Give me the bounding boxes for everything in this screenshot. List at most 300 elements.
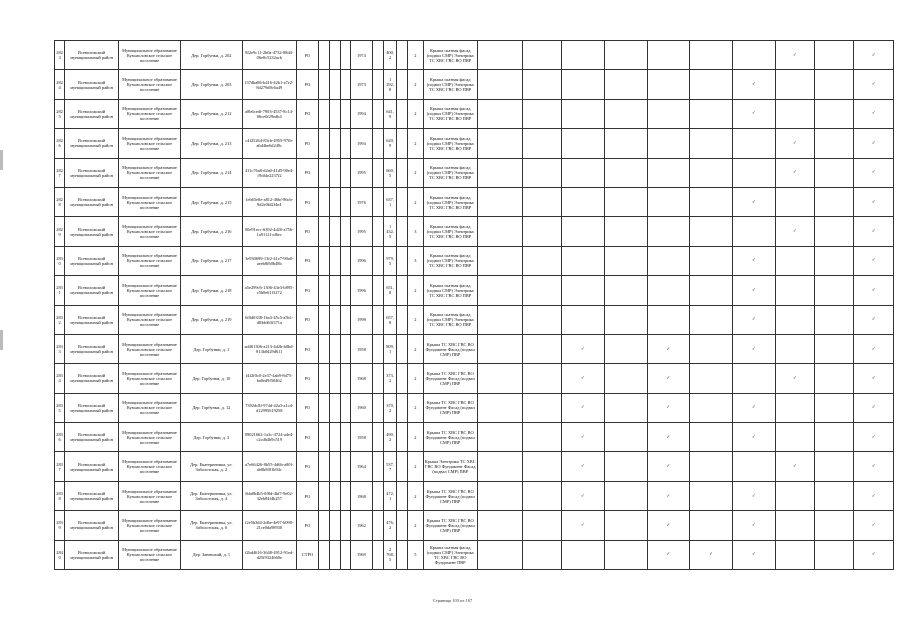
check-cell	[604, 129, 647, 158]
owner-cell: Муниципальное образование Кузьмоловское сельское поселение	[119, 217, 181, 246]
blank-cell	[477, 305, 522, 334]
year-cell: 1996	[350, 276, 372, 305]
table-row	[55, 187, 894, 216]
check-cell	[690, 540, 733, 569]
blank-cell	[373, 70, 384, 99]
check-cell	[604, 305, 647, 334]
blank-cell	[396, 217, 407, 246]
area-cell: 641,9	[384, 99, 396, 128]
area-cell: 1 432,5	[384, 217, 396, 246]
check-cell	[522, 481, 561, 510]
checkmark-icon: ✓	[751, 346, 756, 352]
scan-edge-bottom	[0, 330, 3, 350]
check-cell	[690, 393, 733, 422]
works-cell: Крыша ТС ХВС ГВС ВО Фундамент Фасад (подвал СМР) ПВР	[423, 364, 477, 393]
check-cell	[522, 305, 561, 334]
area-cell: 809,1	[384, 334, 396, 363]
blank-cell	[340, 70, 350, 99]
blank-cell	[477, 246, 522, 275]
check-cell	[732, 41, 775, 70]
code-cell: f2e5b3d4-2d6e-4e97-b090-21ce0da98930	[242, 511, 296, 540]
checkmark-icon: ✓	[666, 493, 671, 499]
check-cell	[562, 452, 605, 481]
check-cell	[854, 187, 894, 216]
blank-cell	[319, 481, 330, 510]
floors-cell: 2	[407, 70, 423, 99]
check-cell	[854, 246, 894, 275]
blank-cell	[330, 217, 340, 246]
row-number: 2835	[55, 393, 65, 422]
district-cell: Всеволожский муниципальный район	[65, 70, 119, 99]
check-cell	[775, 481, 814, 510]
blank-cell	[319, 129, 330, 158]
wall-type-cell: РО	[296, 393, 318, 422]
wall-type-cell: РО	[296, 452, 318, 481]
wall-type-cell: РО	[296, 334, 318, 363]
code-cell: 7392dc8f-974d-42a3-a1cd-d12995619258	[242, 393, 296, 422]
check-cell	[562, 423, 605, 452]
year-cell: 1962	[350, 511, 372, 540]
blank-cell	[330, 423, 340, 452]
works-cell: Крыша ТС ХВС ГВС ВО Фундамент Фасад (подвал СМР) ПВР	[423, 481, 477, 510]
code-cell: 6f0d0338-1ba3-45c5-a5b1-d83dd63f371a	[242, 305, 296, 334]
address-cell: Дер. Горбунки, д. 214	[180, 158, 242, 187]
check-cell	[815, 158, 854, 187]
check-cell	[604, 217, 647, 246]
blank-cell	[340, 187, 350, 216]
blank-cell	[319, 540, 330, 569]
blank-cell	[330, 481, 340, 510]
floors-cell: 2	[407, 158, 423, 187]
check-cell	[815, 334, 854, 363]
works-cell: Крыша ТС ХВС ГВС ВО Фундамент Фасад (подвал СМР) ПВР	[423, 511, 477, 540]
works-cell: Крыша Электрика ТС ХВС ГВС ВО Фундамент Фасад (подвал СМР) ПВР	[423, 452, 477, 481]
check-cell	[732, 276, 775, 305]
check-cell	[522, 540, 561, 569]
blank-cell	[396, 334, 407, 363]
check-cell	[690, 423, 733, 452]
blank-cell	[340, 481, 350, 510]
check-cell	[562, 129, 605, 158]
row-number: 2831	[55, 276, 65, 305]
check-cell	[562, 364, 605, 393]
wall-type-cell: РО	[296, 99, 318, 128]
check-cell	[522, 187, 561, 216]
check-cell	[775, 393, 814, 422]
blank-cell	[396, 41, 407, 70]
address-cell: Дер. Екатериновка, ул. Заболотская, д. 4	[180, 481, 242, 510]
blank-cell	[477, 511, 522, 540]
table-row	[55, 99, 894, 128]
check-cell	[732, 393, 775, 422]
check-cell	[522, 511, 561, 540]
table-row	[55, 511, 894, 540]
works-cell: Крыша скатная фасад (подвал СМР) Электрика ТС ХВС ГВС ВО ПВР	[423, 99, 477, 128]
area-cell: 657,8	[384, 305, 396, 334]
area-cell: 1 292,8	[384, 70, 396, 99]
blank-cell	[330, 276, 340, 305]
checkmark-icon: ✓	[581, 434, 585, 440]
year-cell: 1969	[350, 540, 372, 569]
district-cell: Всеволожский муниципальный район	[65, 540, 119, 569]
check-cell	[690, 246, 733, 275]
owner-cell: Муниципальное образование Кузьмоловское сельское поселение	[119, 41, 181, 70]
check-cell	[854, 41, 894, 70]
blank-cell	[373, 540, 384, 569]
checkmark-icon: ✓	[751, 287, 756, 293]
address-cell: Дер. Горбунки, д. 218	[180, 276, 242, 305]
area-cell: 620,9	[384, 129, 396, 158]
blank-cell	[396, 423, 407, 452]
check-cell	[854, 217, 894, 246]
table-row	[55, 246, 894, 275]
checkmark-icon: ✓	[871, 346, 876, 352]
blank-cell	[477, 187, 522, 216]
check-cell	[775, 158, 814, 187]
year-cell: 1958	[350, 423, 372, 452]
blank-cell	[340, 452, 350, 481]
code-cell: f37dba86-b416-42b1-a7e2-8d279d8c6a49	[242, 70, 296, 99]
check-cell	[815, 217, 854, 246]
checkmark-icon: ✓	[751, 405, 756, 411]
check-cell	[690, 276, 733, 305]
row-number: 2829	[55, 217, 65, 246]
year-cell: 1995	[350, 217, 372, 246]
check-cell	[647, 276, 690, 305]
check-cell	[775, 129, 814, 158]
blank-cell	[477, 423, 522, 452]
code-cell: c4f25264-83cb-4955-97fb-a6d4be6d249c	[242, 129, 296, 158]
wall-type-cell: РО	[296, 217, 318, 246]
check-cell	[562, 511, 605, 540]
check-cell	[690, 129, 733, 158]
table-row	[55, 129, 894, 158]
blank-cell	[340, 217, 350, 246]
check-cell	[775, 276, 814, 305]
area-cell: 537,7	[384, 452, 396, 481]
check-cell	[854, 99, 894, 128]
year-cell: 1976	[350, 187, 372, 216]
area-cell: 651,8	[384, 276, 396, 305]
check-cell	[647, 452, 690, 481]
checkmark-icon: ✓	[871, 199, 876, 205]
checkmark-icon: ✓	[751, 258, 756, 264]
check-cell	[732, 99, 775, 128]
blank-cell	[319, 364, 330, 393]
year-cell: 1994	[350, 129, 372, 158]
district-cell: Всеволожский муниципальный район	[65, 481, 119, 510]
checkmark-icon: ✓	[871, 375, 876, 381]
blank-cell	[373, 158, 384, 187]
table-row	[55, 481, 894, 510]
blank-cell	[477, 129, 522, 158]
checkmark-icon: ✓	[793, 229, 797, 235]
check-cell	[604, 393, 647, 422]
owner-cell: Муниципальное образование Кузьмоловское сельское поселение	[119, 452, 181, 481]
owner-cell: Муниципальное образование Кузьмоловское сельское поселение	[119, 511, 181, 540]
blank-cell	[319, 305, 330, 334]
blank-cell	[373, 423, 384, 452]
owner-cell: Муниципальное образование Кузьмоловское сельское поселение	[119, 334, 181, 363]
area-cell: 370,2	[384, 393, 396, 422]
checkmark-icon: ✓	[751, 199, 756, 205]
works-cell: Крыша скатная фасад (подвал СМР) Электрика ТС ХВС ГВС ВО Фундамент ПВР	[423, 540, 477, 569]
check-cell	[732, 511, 775, 540]
checkmark-icon: ✓	[666, 405, 671, 411]
blank-cell	[396, 540, 407, 569]
blank-cell	[396, 99, 407, 128]
works-cell: Крыша скатная фасад (подвал СМР) Электрика ТС ХВС ГВС ВО ПВР	[423, 187, 477, 216]
checkmark-icon: ✓	[751, 522, 756, 528]
blank-cell	[340, 511, 350, 540]
table-row	[55, 540, 894, 569]
check-cell	[815, 364, 854, 393]
floors-cell: 2	[407, 452, 423, 481]
district-cell: Всеволожский муниципальный район	[65, 511, 119, 540]
code-cell: a7e66426-8b55-4d6b-a80f-ab0b8f81b94c	[242, 452, 296, 481]
year-cell: 1974	[350, 41, 372, 70]
blank-cell	[396, 129, 407, 158]
blank-cell	[477, 393, 522, 422]
page-footer: Страница 103 из 167	[432, 598, 473, 603]
address-cell: Дер. Заневский, д. 1	[180, 540, 242, 569]
works-cell: Крыша скатная фасад (подвал СМР) Электрика ТС ХВС ГВС ВО ПВР	[423, 129, 477, 158]
checkmark-icon: ✓	[751, 317, 756, 323]
works-cell: Крыша скатная фасад (подвал СМР) Электрика ТС ХВС ГВС ВО ПВР	[423, 246, 477, 275]
blank-cell	[330, 129, 340, 158]
blank-cell	[373, 452, 384, 481]
check-cell	[522, 99, 561, 128]
blank-cell	[340, 540, 350, 569]
blank-cell	[330, 305, 340, 334]
address-cell: Дер. Горбунки, д. 213	[180, 129, 242, 158]
check-cell	[775, 246, 814, 275]
check-cell	[732, 423, 775, 452]
blank-cell	[319, 393, 330, 422]
district-cell: Всеволожский муниципальный район	[65, 305, 119, 334]
area-cell: 637,1	[384, 187, 396, 216]
check-cell	[815, 41, 854, 70]
check-cell	[604, 41, 647, 70]
blank-cell	[373, 129, 384, 158]
code-cell: 8da8b4b5-0f8d-4bf7-9e02-32eb84f4b257	[242, 481, 296, 510]
check-cell	[562, 276, 605, 305]
table-row	[55, 41, 894, 70]
row-number: 2824	[55, 70, 65, 99]
check-cell	[775, 187, 814, 216]
blank-cell	[319, 217, 330, 246]
checkmark-icon: ✓	[581, 405, 585, 411]
blank-cell	[396, 158, 407, 187]
check-cell	[815, 452, 854, 481]
blank-cell	[477, 364, 522, 393]
check-cell	[647, 393, 690, 422]
check-cell	[562, 305, 605, 334]
checkmark-icon: ✓	[871, 317, 876, 323]
check-cell	[647, 41, 690, 70]
wall-type-cell: РО	[296, 276, 318, 305]
check-cell	[815, 305, 854, 334]
check-cell	[775, 305, 814, 334]
check-cell	[604, 158, 647, 187]
blank-cell	[330, 158, 340, 187]
row-number: 2828	[55, 187, 65, 216]
district-cell: Всеволожский муниципальный район	[65, 423, 119, 452]
check-cell	[690, 217, 733, 246]
check-cell	[690, 187, 733, 216]
district-cell: Всеволожский муниципальный район	[65, 276, 119, 305]
blank-cell	[477, 452, 522, 481]
blank-cell	[373, 511, 384, 540]
check-cell	[732, 481, 775, 510]
check-cell	[690, 334, 733, 363]
blank-cell	[319, 246, 330, 275]
wall-type-cell: РО	[296, 129, 318, 158]
works-cell: Крыша скатная фасад (подвал СМР) Электрика ТС ХВС ГВС ВО ПВР	[423, 158, 477, 187]
housing-program-table	[54, 40, 894, 570]
address-cell: Дер. Горбунки, д. 203	[180, 70, 242, 99]
check-cell	[604, 481, 647, 510]
check-cell	[732, 129, 775, 158]
table-row	[55, 217, 894, 246]
check-cell	[854, 276, 894, 305]
area-cell: 400,2	[384, 41, 396, 70]
row-number: 2840	[55, 540, 65, 569]
row-number: 2833	[55, 334, 65, 363]
check-cell	[732, 364, 775, 393]
check-cell	[604, 187, 647, 216]
check-cell	[775, 452, 814, 481]
floors-cell: 2	[407, 364, 423, 393]
check-cell	[604, 452, 647, 481]
owner-cell: Муниципальное образование Кузьмоловское сельское поселение	[119, 540, 181, 569]
check-cell	[732, 334, 775, 363]
check-cell	[815, 393, 854, 422]
blank-cell	[340, 423, 350, 452]
blank-cell	[477, 540, 522, 569]
checkmark-icon: ✓	[871, 258, 876, 264]
table-row	[55, 334, 894, 363]
district-cell: Всеволожский муниципальный район	[65, 364, 119, 393]
owner-cell: Муниципальное образование Кузьмоловское сельское поселение	[119, 158, 181, 187]
check-cell	[522, 393, 561, 422]
code-cell: 00e91ecc-6392-4d20-a756-1a91121cd6ec	[242, 217, 296, 246]
blank-cell	[340, 393, 350, 422]
blank-cell	[477, 481, 522, 510]
checkmark-icon: ✓	[666, 434, 671, 440]
check-cell	[775, 99, 814, 128]
blank-cell	[477, 99, 522, 128]
check-cell	[522, 217, 561, 246]
blank-cell	[330, 511, 340, 540]
blank-cell	[396, 393, 407, 422]
blank-cell	[373, 246, 384, 275]
blank-cell	[340, 276, 350, 305]
blank-cell	[396, 481, 407, 510]
check-cell	[562, 99, 605, 128]
check-cell	[690, 481, 733, 510]
blank-cell	[319, 511, 330, 540]
check-cell	[854, 158, 894, 187]
year-cell: 1958	[350, 334, 372, 363]
check-cell	[690, 364, 733, 393]
check-cell	[647, 540, 690, 569]
address-cell: Дер. Екатериновка, ул. Заболотская, д. 6	[180, 511, 242, 540]
check-cell	[647, 305, 690, 334]
blank-cell	[330, 364, 340, 393]
address-cell: Дер. Екатериновка, ул. Заболотская, д. 2	[180, 452, 242, 481]
checkmark-icon: ✓	[751, 493, 756, 499]
check-cell	[854, 452, 894, 481]
checkmark-icon: ✓	[581, 522, 585, 528]
blank-cell	[330, 334, 340, 363]
check-cell	[562, 158, 605, 187]
check-cell	[604, 246, 647, 275]
check-cell	[854, 423, 894, 452]
check-cell	[815, 276, 854, 305]
row-number: 2837	[55, 452, 65, 481]
table-row	[55, 393, 894, 422]
blank-cell	[373, 393, 384, 422]
blank-cell	[319, 158, 330, 187]
works-cell: Крыша скатная фасад (подвал СМР) Электрика ТС ХВС ГВС ВО ПВР	[423, 70, 477, 99]
district-cell: Всеволожский муниципальный район	[65, 393, 119, 422]
blank-cell	[373, 364, 384, 393]
check-cell	[647, 70, 690, 99]
code-cell: 8f2e9c11-2b0a-4732-88d4-06e0c5232acb	[242, 41, 296, 70]
checkmark-icon: ✓	[871, 522, 876, 528]
blank-cell	[319, 41, 330, 70]
check-cell	[647, 511, 690, 540]
check-cell	[690, 99, 733, 128]
check-cell	[815, 540, 854, 569]
blank-cell	[373, 481, 384, 510]
blank-cell	[330, 540, 340, 569]
wall-type-cell: РО	[296, 246, 318, 275]
checkmark-icon: ✓	[793, 140, 797, 146]
district-cell: Всеволожский муниципальный район	[65, 334, 119, 363]
row-number: 2832	[55, 305, 65, 334]
code-cell: 1eb65e0e-a812-46bf-86cb-9d2e0fd2f4e4	[242, 187, 296, 216]
check-cell	[562, 70, 605, 99]
blank-cell	[396, 246, 407, 275]
check-cell	[522, 129, 561, 158]
table-row	[55, 158, 894, 187]
floors-cell: 2	[407, 276, 423, 305]
check-cell	[775, 540, 814, 569]
year-cell: 1964	[350, 452, 372, 481]
checkmark-icon: ✓	[581, 375, 585, 381]
floors-cell: 2	[407, 187, 423, 216]
check-cell	[815, 70, 854, 99]
wall-type-cell: РО	[296, 70, 318, 99]
area-cell: 373,2	[384, 364, 396, 393]
check-cell	[522, 276, 561, 305]
row-number: 2834	[55, 364, 65, 393]
address-cell: Дер. Горбунки, д. 3	[180, 423, 242, 452]
works-cell: Крыша скатная фасад (подвал СМР) Электрика ТС ХВС ГВС ВО ПВР	[423, 276, 477, 305]
checkmark-icon: ✓	[581, 346, 585, 352]
blank-cell	[373, 276, 384, 305]
owner-cell: Муниципальное образование Кузьмоловское сельское поселение	[119, 99, 181, 128]
year-cell: 1996	[350, 246, 372, 275]
wall-type-cell: РО	[296, 158, 318, 187]
code-cell: a8b6cedf-7903-4537-8c14-06ce0f29edb4	[242, 99, 296, 128]
checkmark-icon: ✓	[793, 464, 797, 470]
code-cell: 3e930699-13f2-41e7-90a0-aeeb8f60b48b	[242, 246, 296, 275]
floors-cell: 2	[407, 423, 423, 452]
checkmark-icon: ✓	[871, 493, 876, 499]
